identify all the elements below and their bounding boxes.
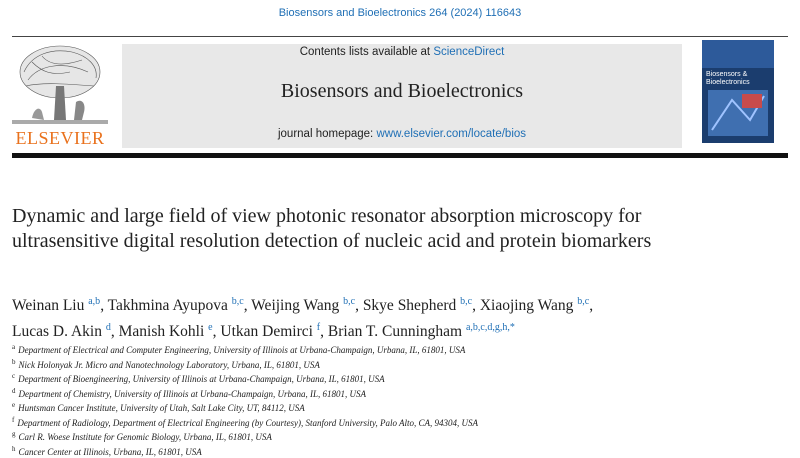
journal-homepage-link[interactable]: www.elsevier.com/locate/bios — [376, 128, 526, 140]
affiliation-key: e — [12, 401, 15, 409]
author-affiliation-marks[interactable]: b,c — [460, 296, 472, 307]
author-name[interactable]: Manish Kohli — [119, 323, 209, 340]
affiliation-item — [12, 357, 788, 372]
author-separator: , — [472, 297, 480, 314]
masthead-rule — [12, 153, 788, 158]
author-separator: , — [100, 297, 107, 314]
author-affiliation-marks[interactable]: f — [317, 322, 320, 333]
contents-line — [122, 46, 682, 58]
author-affiliation-marks[interactable]: e — [208, 322, 212, 333]
author-name[interactable]: Lucas D. Akin — [12, 323, 106, 340]
author-separator: , — [589, 297, 593, 314]
elsevier-wordmark: ELSEVIER — [12, 128, 108, 149]
affiliation-item — [12, 400, 788, 415]
affiliation-text: Nick Holonyak Jr. Micro and Nanotechnology Laboratory, Urbana, IL, 61801, USA — [19, 360, 320, 370]
author-name[interactable]: Weinan Liu — [12, 297, 88, 314]
affiliation-item — [12, 429, 788, 444]
affiliation-item — [12, 415, 788, 430]
affiliation-key: f — [12, 416, 14, 424]
cover-title-1: Biosensors & — [706, 71, 748, 78]
author-separator: , — [111, 323, 119, 340]
header-rule — [12, 36, 788, 37]
contents-prefix: Contents lists available at — [300, 46, 434, 58]
author-affiliation-marks[interactable]: a,b — [88, 296, 100, 307]
author-name[interactable]: Brian T. Cunningham — [328, 323, 466, 340]
affiliation-key: h — [12, 445, 16, 453]
author-affiliation-marks[interactable]: d — [106, 322, 111, 333]
journal-name: Biosensors and Bioelectronics — [122, 80, 682, 103]
homepage-prefix: journal homepage: — [278, 128, 376, 140]
affiliation-text: Cancer Center at Illinois, Urbana, IL, 61801, USA — [19, 447, 202, 457]
sciencedirect-link[interactable]: ScienceDirect — [433, 46, 504, 58]
homepage-line — [122, 128, 682, 140]
author-affiliation-marks[interactable]: b,c — [577, 296, 589, 307]
author-name[interactable]: Xiaojing Wang — [480, 297, 577, 314]
author-affiliation-marks[interactable]: b,c — [232, 296, 244, 307]
affiliation-text: Department of Radiology, Department of Electrical Engineering (by Courtesy), Stanford University, Palo Alto, CA, 94304, USA — [17, 418, 478, 428]
author-name[interactable]: Weijing Wang — [251, 297, 343, 314]
affiliation-key: d — [12, 387, 16, 395]
author-separator: , — [320, 323, 328, 340]
affiliation-item — [12, 444, 788, 458]
affiliation-text: Department of Chemistry, University of Illinois at Urbana-Champaign, Urbana, IL, 61801, USA — [19, 389, 367, 399]
corresponding-author-mark[interactable]: * — [510, 322, 515, 333]
author-separator: , — [355, 297, 363, 314]
article-title: Dynamic and large field of view photonic resonator absorption microscopy for ultrasensitive digital resolution detection of nucleic acid and protein biomarkers — [12, 204, 712, 254]
author-affiliation-marks[interactable]: a,b,c,d,g,h,* — [466, 322, 515, 333]
affiliation-key: g — [12, 430, 16, 438]
author-affiliation-marks[interactable]: b,c — [343, 296, 355, 307]
affiliation-item — [12, 371, 788, 386]
affiliation-text: Huntsman Cancer Institute, University of Utah, Salt Lake City, UT, 84112, USA — [18, 403, 305, 413]
affiliation-list — [12, 342, 788, 458]
affiliation-text: Department of Electrical and Computer Engineering, University of Illinois at Urbana-Champaign, Urbana, IL, 61801, USA — [18, 345, 465, 355]
journal-citation[interactable]: Biosensors and Bioelectronics 264 (2024) 116643 — [0, 7, 800, 19]
author-separator: , — [213, 323, 221, 340]
cover-title-2: Bioelectronics — [706, 79, 750, 86]
affiliation-key: a — [12, 343, 15, 351]
journal-masthead — [122, 44, 682, 148]
author-separator: , — [244, 297, 251, 314]
affiliation-item — [12, 386, 788, 401]
affiliation-text: Carl R. Woese Institute for Genomic Biology, Urbana, IL, 61801, USA — [19, 432, 272, 442]
author-name[interactable]: Skye Shepherd — [363, 297, 460, 314]
author-list — [12, 291, 788, 343]
author-name[interactable]: Takhmina Ayupova — [108, 297, 232, 314]
affiliation-item — [12, 342, 788, 357]
affiliation-text: Department of Bioengineering, University of Illinois at Urbana-Champaign, Urbana, IL, 61801, USA — [18, 374, 384, 384]
elsevier-tree-icon — [12, 42, 108, 126]
affiliation-key: c — [12, 372, 15, 380]
author-name[interactable]: Utkan Demirci — [220, 323, 316, 340]
cover-artwork — [702, 40, 774, 143]
affiliation-key: b — [12, 358, 16, 366]
journal-cover-image[interactable] — [702, 40, 774, 143]
elsevier-logo[interactable] — [12, 42, 108, 154]
